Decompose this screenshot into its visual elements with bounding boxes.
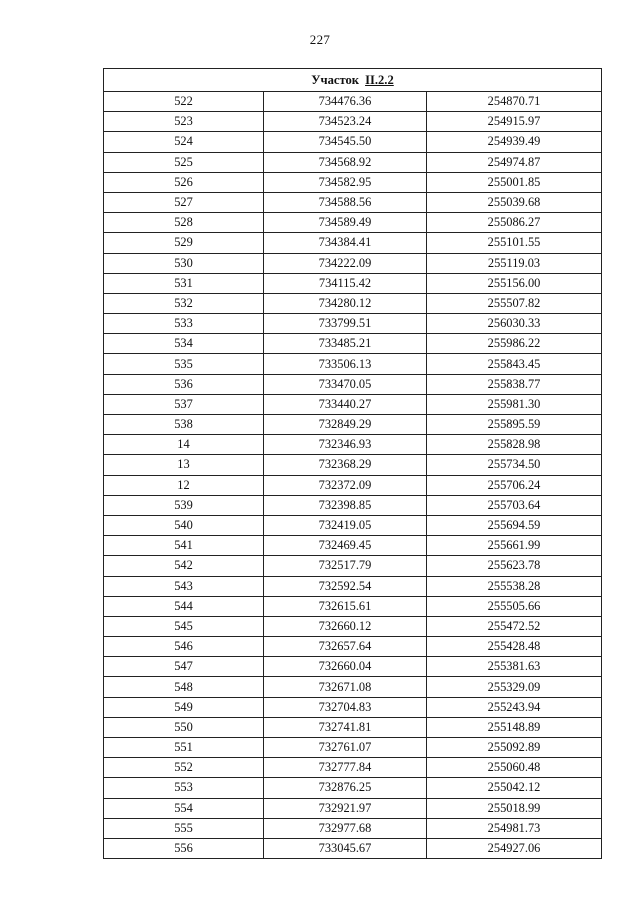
x-coordinate-cell: 733799.51 <box>264 314 427 334</box>
x-coordinate-cell: 732517.79 <box>264 556 427 576</box>
section-label: Участок <box>311 72 360 87</box>
y-coordinate-cell: 255538.28 <box>427 576 602 596</box>
table-row <box>104 233 602 253</box>
x-coordinate-cell: 732741.81 <box>264 717 427 737</box>
x-coordinate-cell: 734476.36 <box>264 92 427 112</box>
x-coordinate-cell: 734115.42 <box>264 273 427 293</box>
table-row <box>104 838 602 858</box>
point-number-cell: 13 <box>104 455 264 475</box>
section-header-cell <box>104 69 602 92</box>
table-row <box>104 152 602 172</box>
table-row <box>104 536 602 556</box>
point-number-cell: 545 <box>104 616 264 636</box>
y-coordinate-cell: 255661.99 <box>427 536 602 556</box>
table-row <box>104 515 602 535</box>
table-row <box>104 213 602 233</box>
point-number-cell: 529 <box>104 233 264 253</box>
table-row <box>104 556 602 576</box>
table-row <box>104 637 602 657</box>
y-coordinate-cell: 254870.71 <box>427 92 602 112</box>
table-row <box>104 576 602 596</box>
y-coordinate-cell: 255828.98 <box>427 435 602 455</box>
y-coordinate-cell: 255060.48 <box>427 758 602 778</box>
table-row <box>104 455 602 475</box>
y-coordinate-cell: 255381.63 <box>427 657 602 677</box>
point-number-cell: 535 <box>104 354 264 374</box>
x-coordinate-cell: 732368.29 <box>264 455 427 475</box>
y-coordinate-cell: 255092.89 <box>427 738 602 758</box>
coordinates-table-body <box>104 69 602 859</box>
x-coordinate-cell: 734545.50 <box>264 132 427 152</box>
y-coordinate-cell: 255734.50 <box>427 455 602 475</box>
x-coordinate-cell: 732761.07 <box>264 738 427 758</box>
point-number-cell: 539 <box>104 495 264 515</box>
y-coordinate-cell: 255505.66 <box>427 596 602 616</box>
x-coordinate-cell: 732592.54 <box>264 576 427 596</box>
y-coordinate-cell: 255986.22 <box>427 334 602 354</box>
x-coordinate-cell: 732977.68 <box>264 818 427 838</box>
y-coordinate-cell: 254915.97 <box>427 112 602 132</box>
y-coordinate-cell: 255843.45 <box>427 354 602 374</box>
point-number-cell: 544 <box>104 596 264 616</box>
x-coordinate-cell: 732704.83 <box>264 697 427 717</box>
page-number: 227 <box>309 32 331 47</box>
x-coordinate-cell: 732657.64 <box>264 637 427 657</box>
table-row <box>104 818 602 838</box>
table-row <box>104 495 602 515</box>
x-coordinate-cell: 734523.24 <box>264 112 427 132</box>
y-coordinate-cell: 255507.82 <box>427 293 602 313</box>
x-coordinate-cell: 732921.97 <box>264 798 427 818</box>
point-number-cell: 528 <box>104 213 264 233</box>
y-coordinate-cell: 255981.30 <box>427 394 602 414</box>
x-coordinate-cell: 733440.27 <box>264 394 427 414</box>
table-row <box>104 435 602 455</box>
y-coordinate-cell: 255001.85 <box>427 172 602 192</box>
point-number-cell: 540 <box>104 515 264 535</box>
table-row <box>104 798 602 818</box>
point-number-cell: 534 <box>104 334 264 354</box>
x-coordinate-cell: 732777.84 <box>264 758 427 778</box>
table-row <box>104 132 602 152</box>
point-number-cell: 547 <box>104 657 264 677</box>
point-number-cell: 527 <box>104 192 264 212</box>
point-number-cell: 541 <box>104 536 264 556</box>
table-row <box>104 677 602 697</box>
table-row <box>104 657 602 677</box>
table-row <box>104 314 602 334</box>
x-coordinate-cell: 733506.13 <box>264 354 427 374</box>
y-coordinate-cell: 255623.78 <box>427 556 602 576</box>
y-coordinate-cell: 254974.87 <box>427 152 602 172</box>
y-coordinate-cell: 255156.00 <box>427 273 602 293</box>
y-coordinate-cell: 255428.48 <box>427 637 602 657</box>
point-number-cell: 542 <box>104 556 264 576</box>
x-coordinate-cell: 732660.12 <box>264 616 427 636</box>
point-number-cell: 555 <box>104 818 264 838</box>
table-row <box>104 293 602 313</box>
table-row <box>104 738 602 758</box>
point-number-cell: 526 <box>104 172 264 192</box>
point-number-cell: 14 <box>104 435 264 455</box>
y-coordinate-cell: 255329.09 <box>427 677 602 697</box>
point-number-cell: 532 <box>104 293 264 313</box>
table-row <box>104 758 602 778</box>
y-coordinate-cell: 255895.59 <box>427 415 602 435</box>
x-coordinate-cell: 734384.41 <box>264 233 427 253</box>
x-coordinate-cell: 732398.85 <box>264 495 427 515</box>
table-row <box>104 374 602 394</box>
point-number-cell: 543 <box>104 576 264 596</box>
y-coordinate-cell: 255472.52 <box>427 616 602 636</box>
x-coordinate-cell: 734582.95 <box>264 172 427 192</box>
x-coordinate-cell: 732346.93 <box>264 435 427 455</box>
point-number-cell: 537 <box>104 394 264 414</box>
table-row <box>104 415 602 435</box>
x-coordinate-cell: 732469.45 <box>264 536 427 556</box>
point-number-cell: 550 <box>104 717 264 737</box>
table-row <box>104 616 602 636</box>
table-row <box>104 475 602 495</box>
point-number-cell: 548 <box>104 677 264 697</box>
x-coordinate-cell: 732419.05 <box>264 515 427 535</box>
point-number-cell: 523 <box>104 112 264 132</box>
y-coordinate-cell: 254981.73 <box>427 818 602 838</box>
x-coordinate-cell: 732849.29 <box>264 415 427 435</box>
y-coordinate-cell: 255703.64 <box>427 495 602 515</box>
x-coordinate-cell: 734568.92 <box>264 152 427 172</box>
table-row <box>104 334 602 354</box>
x-coordinate-cell: 733045.67 <box>264 838 427 858</box>
x-coordinate-cell: 733485.21 <box>264 334 427 354</box>
table-row <box>104 394 602 414</box>
y-coordinate-cell: 255148.89 <box>427 717 602 737</box>
x-coordinate-cell: 734588.56 <box>264 192 427 212</box>
table-row <box>104 192 602 212</box>
coordinates-table <box>103 68 602 859</box>
table-row <box>104 112 602 132</box>
x-coordinate-cell: 732660.04 <box>264 657 427 677</box>
y-coordinate-cell: 255039.68 <box>427 192 602 212</box>
point-number-cell: 549 <box>104 697 264 717</box>
table-row <box>104 596 602 616</box>
point-number-cell: 538 <box>104 415 264 435</box>
table-row <box>104 253 602 273</box>
x-coordinate-cell: 732876.25 <box>264 778 427 798</box>
y-coordinate-cell: 255694.59 <box>427 515 602 535</box>
y-coordinate-cell: 255101.55 <box>427 233 602 253</box>
point-number-cell: 536 <box>104 374 264 394</box>
point-number-cell: 551 <box>104 738 264 758</box>
point-number-cell: 12 <box>104 475 264 495</box>
x-coordinate-cell: 734222.09 <box>264 253 427 273</box>
point-number-cell: 553 <box>104 778 264 798</box>
x-coordinate-cell: 734589.49 <box>264 213 427 233</box>
y-coordinate-cell: 254939.49 <box>427 132 602 152</box>
table-row <box>104 92 602 112</box>
point-number-cell: 522 <box>104 92 264 112</box>
table-row <box>104 778 602 798</box>
y-coordinate-cell: 255086.27 <box>427 213 602 233</box>
y-coordinate-cell: 254927.06 <box>427 838 602 858</box>
table-row <box>104 697 602 717</box>
y-coordinate-cell: 255838.77 <box>427 374 602 394</box>
y-coordinate-cell: 255018.99 <box>427 798 602 818</box>
point-number-cell: 524 <box>104 132 264 152</box>
table-row <box>104 273 602 293</box>
point-number-cell: 554 <box>104 798 264 818</box>
point-number-cell: 530 <box>104 253 264 273</box>
section-header-row <box>104 69 602 92</box>
table-row <box>104 717 602 737</box>
y-coordinate-cell: 255243.94 <box>427 697 602 717</box>
section-code: II.2.2 <box>365 72 394 87</box>
y-coordinate-cell: 255706.24 <box>427 475 602 495</box>
y-coordinate-cell: 255042.12 <box>427 778 602 798</box>
table-row <box>104 172 602 192</box>
point-number-cell: 533 <box>104 314 264 334</box>
point-number-cell: 552 <box>104 758 264 778</box>
point-number-cell: 556 <box>104 838 264 858</box>
point-number-cell: 531 <box>104 273 264 293</box>
x-coordinate-cell: 734280.12 <box>264 293 427 313</box>
x-coordinate-cell: 733470.05 <box>264 374 427 394</box>
table-row <box>104 354 602 374</box>
y-coordinate-cell: 255119.03 <box>427 253 602 273</box>
point-number-cell: 525 <box>104 152 264 172</box>
point-number-cell: 546 <box>104 637 264 657</box>
x-coordinate-cell: 732671.08 <box>264 677 427 697</box>
x-coordinate-cell: 732372.09 <box>264 475 427 495</box>
x-coordinate-cell: 732615.61 <box>264 596 427 616</box>
y-coordinate-cell: 256030.33 <box>427 314 602 334</box>
